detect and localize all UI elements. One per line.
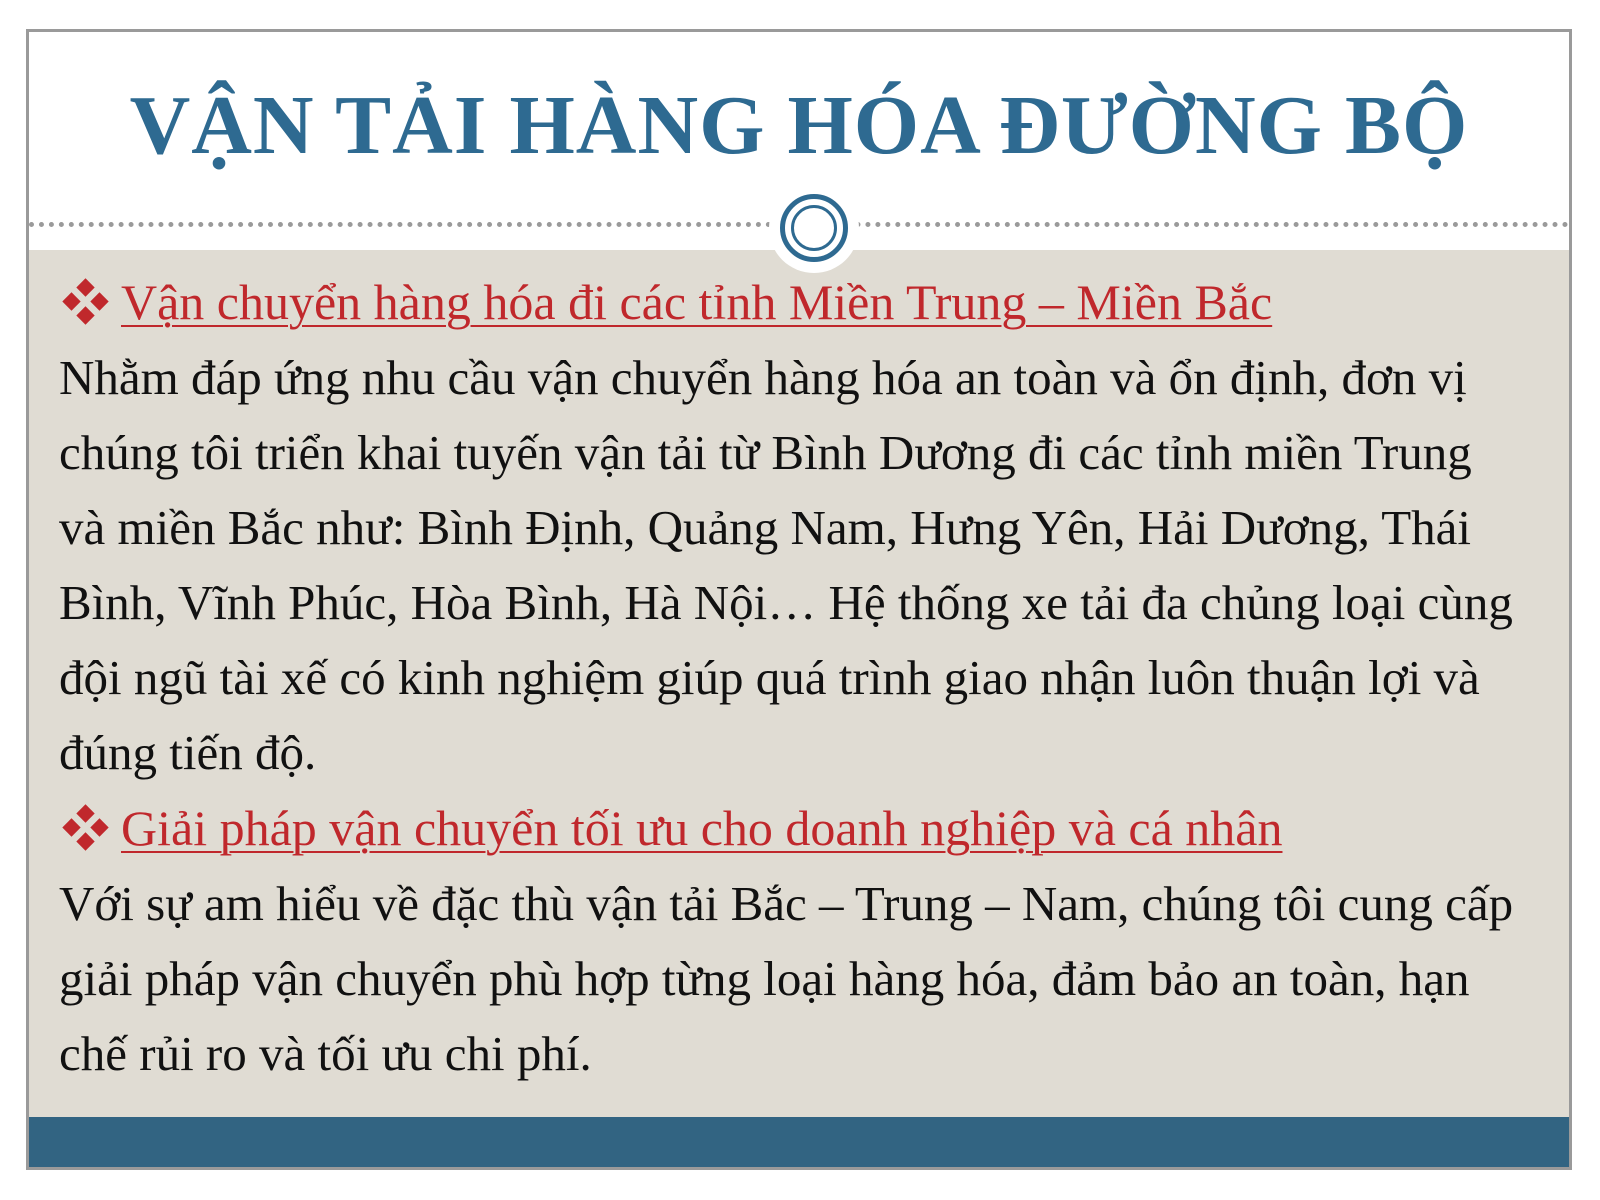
- diamond-cluster-icon: [59, 801, 113, 855]
- bottom-bar: [29, 1117, 1569, 1170]
- slide: [26, 29, 1572, 1170]
- section-heading-1: [59, 264, 1549, 340]
- section-paragraph-2: Với sự am hiểu về đặc thù vận tải Bắc – Trung – Nam, chúng tôi cung cấp giải pháp vận chuyển phù hợp từng loại hàng hóa, đảm bảo an toàn, hạn chế rủi ro và tối ưu chi phí.: [59, 876, 1514, 1081]
- section-paragraph-1: Nhằm đáp ứng nhu cầu vận chuyển hàng hóa an toàn và ổn định, đơn vị chúng tôi triển khai tuyến vận tải từ Bình Dương đi các tỉnh miền Trung và miền Bắc như: Bình Định, Quảng Nam, Hưng Yên, Hải Dương, Thái Bình, Vĩnh Phúc, Hòa Bình, Hà Nội… Hệ thống xe tải đa chủng loại cùng đội ngũ tài xế có kinh nghiệm giúp quá trình giao nhận luôn thuận lợi và đúng tiến độ.: [59, 350, 1513, 780]
- slide-body: [59, 264, 1549, 1091]
- diamond-cluster-icon: [59, 275, 113, 329]
- double-circle-icon: [769, 183, 859, 273]
- slide-title: VẬN TẢI HÀNG HÓA ĐƯỜNG BỘ: [129, 79, 1469, 172]
- circle-inner-ring: [791, 205, 837, 251]
- circle-ring: [780, 194, 848, 262]
- section-heading-1-text[interactable]: Vận chuyển hàng hóa đi các tỉnh Miền Trung – Miền Bắc: [121, 274, 1273, 330]
- section-heading-2: [59, 790, 1549, 866]
- section-heading-2-text[interactable]: Giải pháp vận chuyển tối ưu cho doanh nghiệp và cá nhân: [121, 800, 1283, 856]
